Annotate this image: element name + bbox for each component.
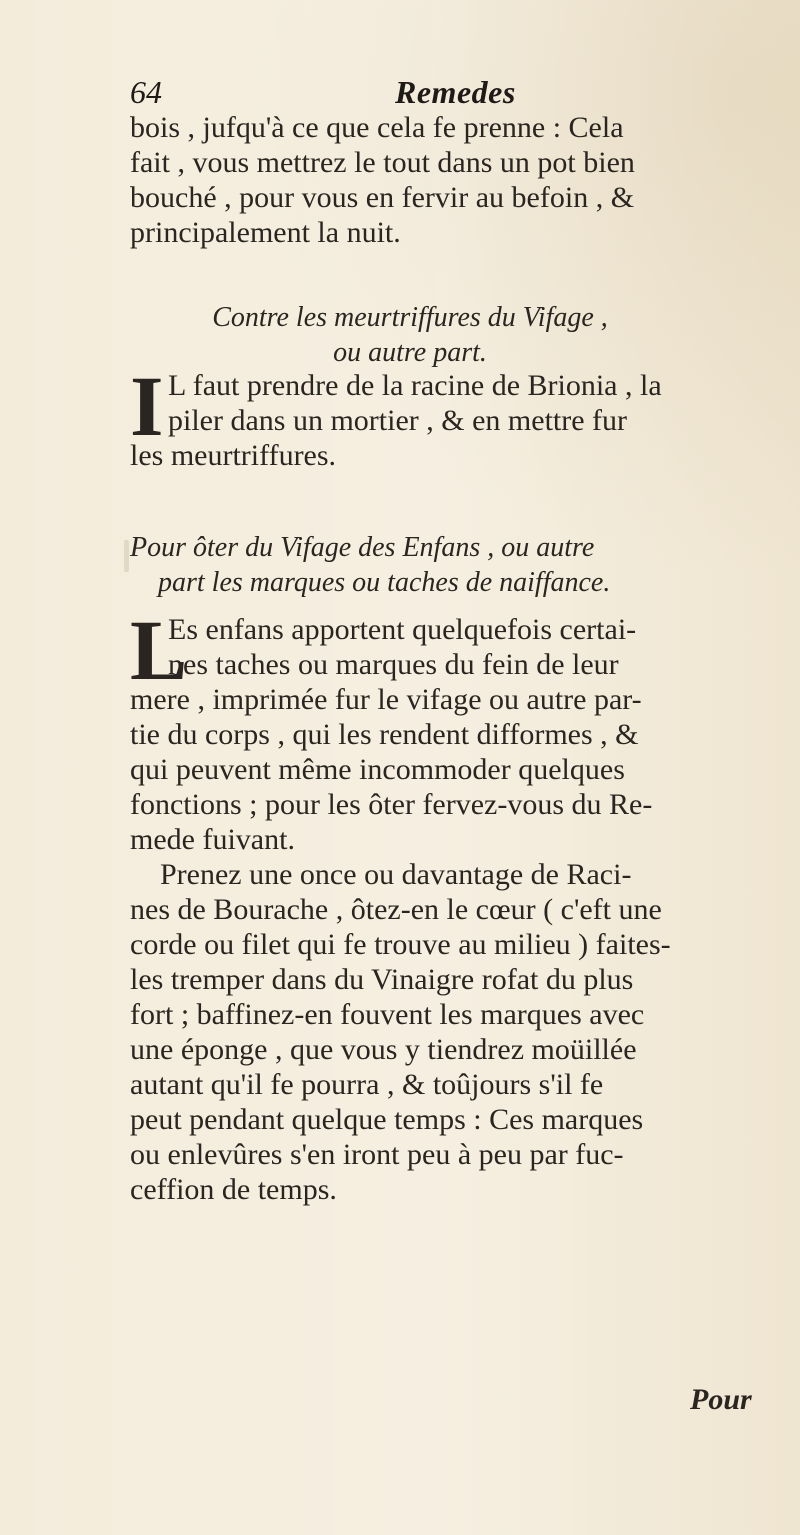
text-line: principalement la nuit. <box>130 216 401 249</box>
catchword: Pour <box>690 1383 752 1416</box>
paragraph-remedy <box>130 857 772 1207</box>
heading-line: Pour ôter du Vifage des Enfans , ou autre <box>130 532 595 563</box>
dropcap-letter: L <box>130 602 188 698</box>
paragraph-continuation <box>130 110 772 250</box>
page-number: 64 <box>130 74 162 110</box>
section-heading-bruises <box>130 300 690 370</box>
section-heading-birthmarks <box>130 530 780 600</box>
text-line: fonctions ; pour les ôter fervez-vous du Re- <box>130 788 653 821</box>
text-line: une éponge , que vous y tiendrez moüillée <box>130 1033 637 1066</box>
text-line: les meurtriffures. <box>130 439 337 472</box>
text-line: fait , vous mettrez le tout dans un pot bien <box>130 146 635 179</box>
running-head: Remedes <box>395 74 516 110</box>
text-line: nes de Bourache , ôtez-en le cœur ( c'eft une <box>130 893 662 926</box>
text-line: qui peuvent même incommoder quelques <box>130 753 625 786</box>
text-line: mede fuivant. <box>130 823 295 856</box>
text-line: nes taches ou marques du fein de leur <box>168 648 619 681</box>
text-line: bois , jufqu'à ce que cela fe prenne : Cela <box>130 111 624 144</box>
text-line: ceffion de temps. <box>130 1173 337 1206</box>
text-line: L faut prendre de la racine de Brionia , la <box>168 369 662 402</box>
text-line: tie du corps , qui les rendent difformes , & <box>130 718 639 751</box>
paragraph-birthmarks <box>130 602 780 857</box>
text-line: ou enlevûres s'en iront peu à peu par fuc- <box>130 1138 624 1171</box>
page-header <box>130 74 690 114</box>
heading-line: Contre les meurtriffures du Vifage , <box>212 302 608 333</box>
paragraph-bruises <box>130 358 780 473</box>
text-line: Es enfans apportent quelquefois certai- <box>168 613 637 646</box>
text-line: corde ou filet qui fe trouve au milieu ) faites- <box>130 928 671 961</box>
text-line: piler dans un mortier , & en mettre fur <box>168 404 628 437</box>
text-line: fort ; baffinez-en fouvent les marques avec <box>130 998 645 1031</box>
dropcap-letter: I <box>130 358 164 454</box>
text-line: mere , imprimée fur le vifage ou autre par- <box>130 683 642 716</box>
heading-line: part les marques ou taches de naiffance. <box>158 567 611 598</box>
text-line: Prenez une once ou davantage de Raci- <box>160 858 632 891</box>
text-line: les tremper dans du Vinaigre rofat du plus <box>130 963 634 996</box>
margin-blemish <box>124 540 129 572</box>
heading-line: ou autre part. <box>333 337 487 368</box>
text-line: peut pendant quelque temps : Ces marques <box>130 1103 644 1136</box>
text-line: bouché , pour vous en fervir au befoin , & <box>130 181 635 214</box>
text-line: autant qu'il fe pourra , & toûjours s'il fe <box>130 1068 604 1101</box>
